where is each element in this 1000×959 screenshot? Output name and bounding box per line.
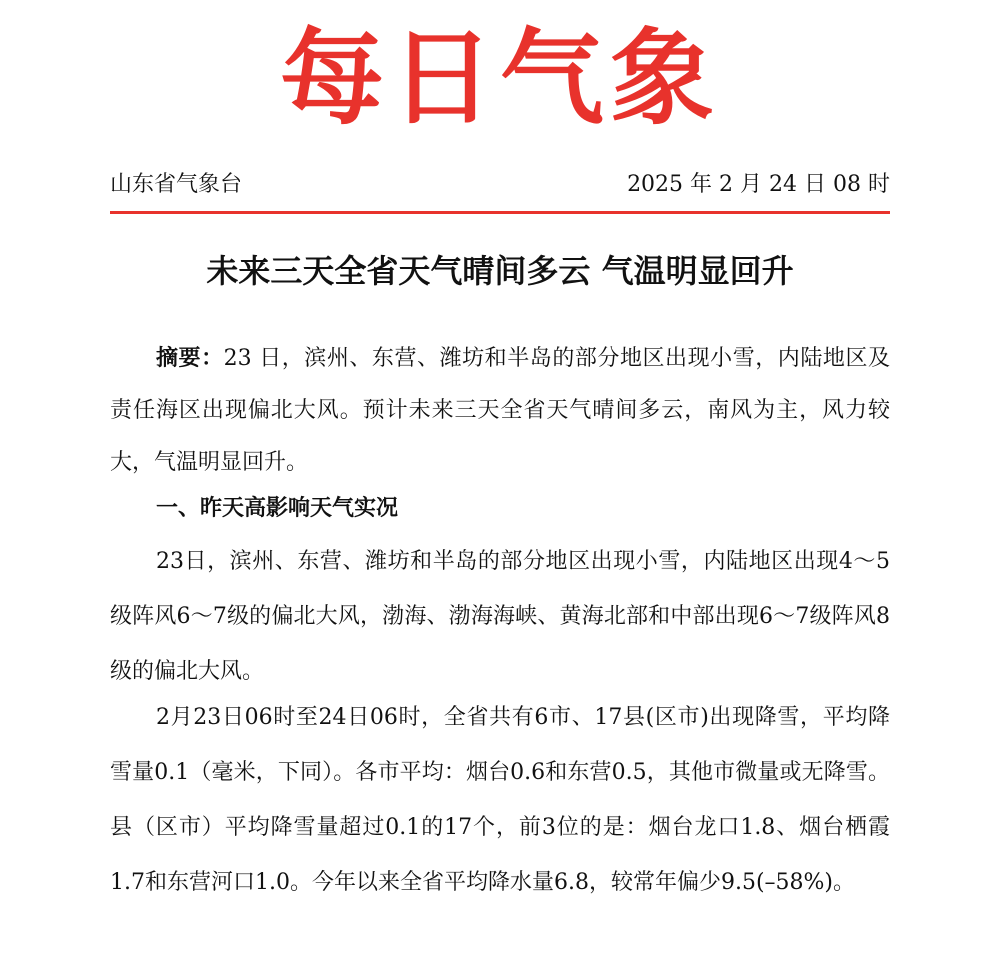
issue-date: 2025 年 2 月 24 日 08 时 [627,172,890,197]
summary-text: 23 日，滨州、东营、潍坊和半岛的部分地区出现小雪，内陆地区及责任海区出现偏北大风。预计未来三天全省天气晴间多云，南风为主，风力较大，气温明显回升。 [110,346,890,475]
summary-label: 摘要： [156,345,224,371]
snowfall-statistics-paragraph: 2月23日06时至24日06时，全省共有6市、17县(区市)出现降雪，平均降雪量0.1（毫米，下同）。各市平均：烟台0.6和东营0.5，其他市微量或无降雪。县（区市）平均降雪量超过0.1的17个，前3位的是：烟台龙口1.8、烟台栖霞1.7和东营河口1.0。今年以来全省平均降水量6.8，较常年偏少9.5(–58%)。 [110,705,890,895]
summary-paragraph [110,332,890,489]
section-heading-observed-weather: 一、昨天高影响天气实况 [156,496,399,521]
bulletin-headline: 未来三天全省天气晴间多云 气温明显回升 [206,252,794,290]
issuer-name: 山东省气象台 [110,172,243,197]
masthead-title: 每日气象 [279,17,720,139]
header-divider [110,211,890,214]
bulletin-meta [110,168,890,202]
observation-paragraph: 23日，滨州、东营、潍坊和半岛的部分地区出现小雪，内陆地区出现4～5级阵风6～7级的偏北大风，渤海、渤海海峡、黄海北部和中部出现6～7级阵风8级的偏北大风。 [110,549,890,684]
